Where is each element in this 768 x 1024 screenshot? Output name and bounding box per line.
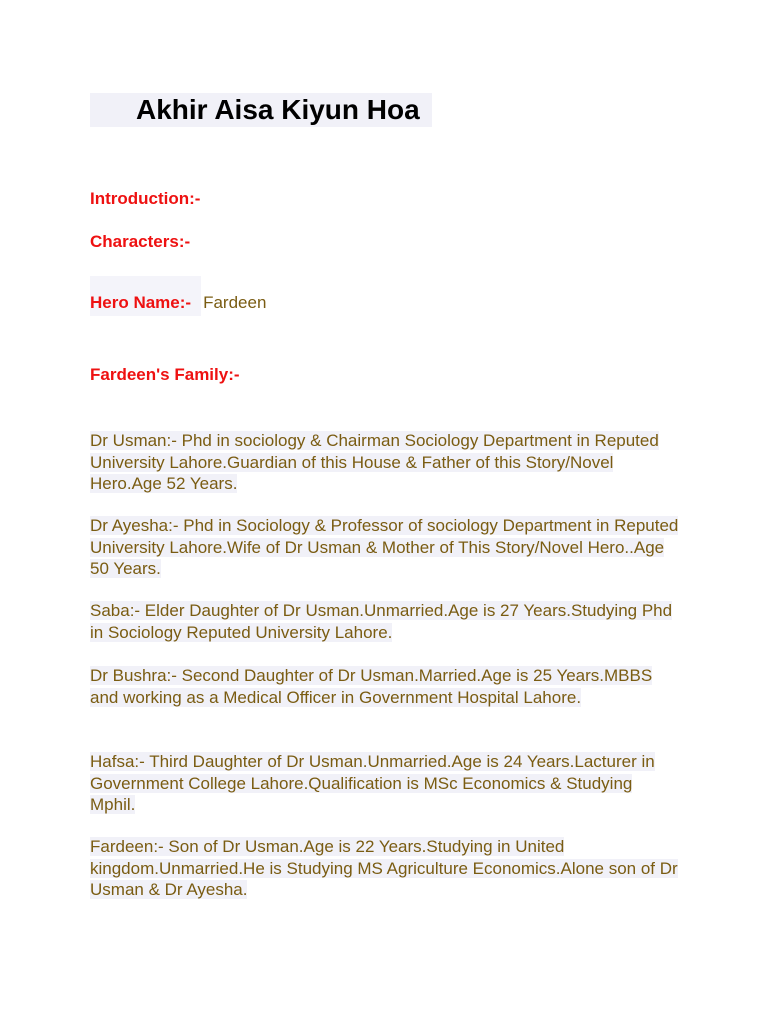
character-bushra-text: Dr Bushra:- Second Daughter of Dr Usman.Married.Age is 25 Years.MBBS and working as a Medical Officer in Government Hospital Lahore. [90, 666, 653, 707]
character-paragraph [90, 665, 680, 708]
character-hafsa-text: Hafsa:- Third Daughter of Dr Usman.Unmarried.Age is 24 Years.Lacturer in Government College Lahore.Qualification is MSc Economics & Studying Mphil. [90, 752, 655, 814]
character-ayesha-text: Dr Ayesha:- Phd in Sociology & Professor of sociology Department in Reputed University Lahore.Wife of Dr Usman & Mother of This Story/Novel Hero..Age 50 Years. [90, 516, 679, 578]
document-title: Akhir Aisa Kiyun Hoa [90, 93, 432, 127]
hero-name-value: Fardeen [203, 293, 267, 312]
character-saba-text: Saba:- Elder Daughter of Dr Usman.Unmarried.Age is 27 Years.Studying Phd in Sociology Reputed University Lahore. [90, 601, 673, 642]
character-paragraph [90, 751, 680, 816]
family-heading: Fardeen's Family:- [90, 365, 240, 384]
character-paragraph [90, 430, 680, 495]
character-paragraph [90, 600, 680, 643]
characters-heading: Characters:- [90, 232, 191, 251]
introduction-heading: Introduction:- [90, 189, 201, 208]
character-usman-text: Dr Usman:- Phd in sociology & Chairman Sociology Department in Reputed University Lahore.Guardian of this House & Father of this Story/Novel Hero.Age 52 Years. [90, 431, 659, 493]
character-paragraph [90, 836, 680, 901]
hero-name-row [90, 276, 266, 316]
character-paragraph [90, 515, 680, 580]
character-fardeen-text: Fardeen:- Son of Dr Usman.Age is 22 Years.Studying in United kingdom.Unmarried.He is Studying MS Agriculture Economics.Alone son of Dr Usman & Dr Ayesha. [90, 837, 678, 899]
hero-name-label: Hero Name:- [90, 276, 201, 316]
